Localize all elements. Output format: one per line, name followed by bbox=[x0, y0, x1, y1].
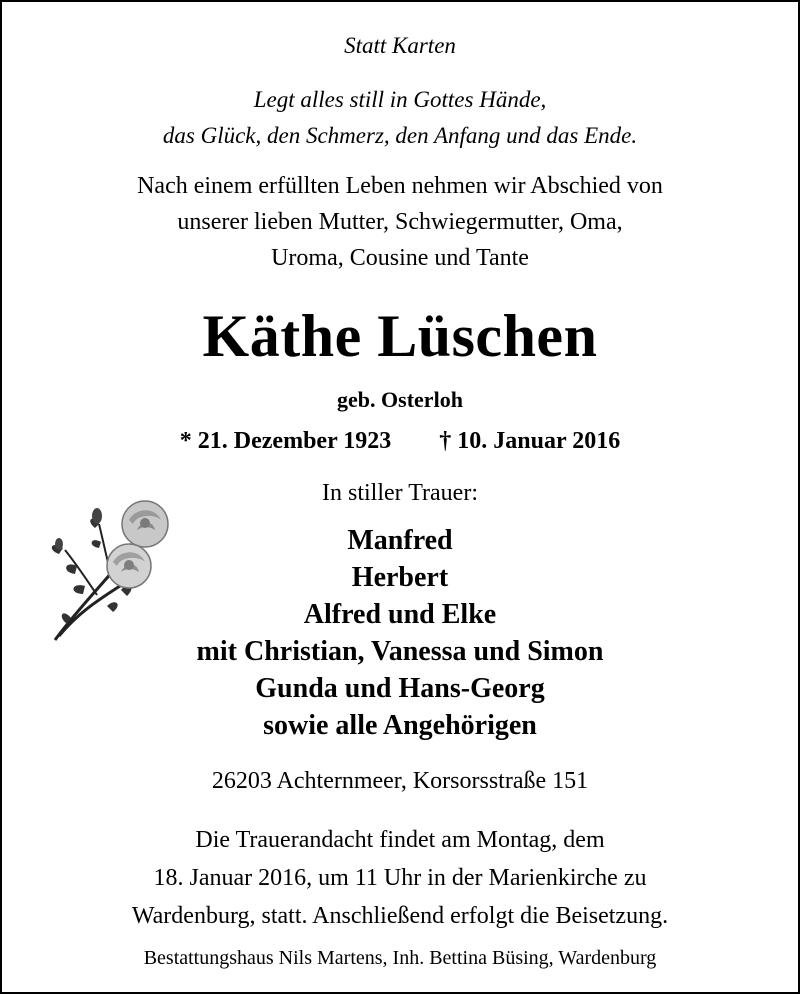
death-date: † 10. Januar 2016 bbox=[439, 428, 621, 454]
verse-line-1: Legt alles still in Gottes Hände, bbox=[253, 87, 547, 112]
life-dates bbox=[2, 429, 798, 453]
undertaker-line: Bestattungshaus Nils Martens, Inh. Bettina Büsing, Wardenburg bbox=[143, 947, 657, 969]
service-line-3: Wardenburg, statt. Anschließend erfolgt die Beisetzung. bbox=[131, 903, 669, 929]
mourning-phrase: In stiller Trauer: bbox=[322, 480, 478, 506]
intro-line-3: Uroma, Cousine und Tante bbox=[271, 245, 529, 271]
mourner-1: Manfred bbox=[347, 525, 453, 556]
intro-line-2: unserer lieben Mutter, Schwiegermutter, Oma, bbox=[177, 209, 623, 235]
mourner-6: sowie alle Angehörigen bbox=[263, 710, 537, 741]
rose-icon bbox=[37, 490, 182, 650]
mourner-2: Herbert bbox=[351, 562, 449, 593]
mourner-4: mit Christian, Vanessa und Simon bbox=[196, 636, 604, 667]
deceased-name: Käthe Lüschen bbox=[202, 303, 598, 369]
header-statt-karten: Statt Karten bbox=[344, 33, 456, 58]
mourner-5: Gunda und Hans-Georg bbox=[255, 673, 545, 704]
service-line-1: Die Trauerandacht findet am Montag, dem bbox=[195, 827, 605, 853]
birth-date: * 21. Dezember 1923 bbox=[179, 428, 392, 454]
address: 26203 Achternmeer, Korsorsstraße 151 bbox=[211, 768, 589, 794]
intro-line-1: Nach einem erfüllten Leben nehmen wir Abschied von bbox=[137, 173, 663, 199]
service-line-2: 18. Januar 2016, um 11 Uhr in der Marienkirche zu bbox=[153, 865, 647, 891]
maiden-name: geb. Osterloh bbox=[337, 387, 463, 412]
verse-line-2: das Glück, den Schmerz, den Anfang und das Ende. bbox=[162, 123, 638, 148]
mourner-3: Alfred und Elke bbox=[303, 599, 497, 630]
